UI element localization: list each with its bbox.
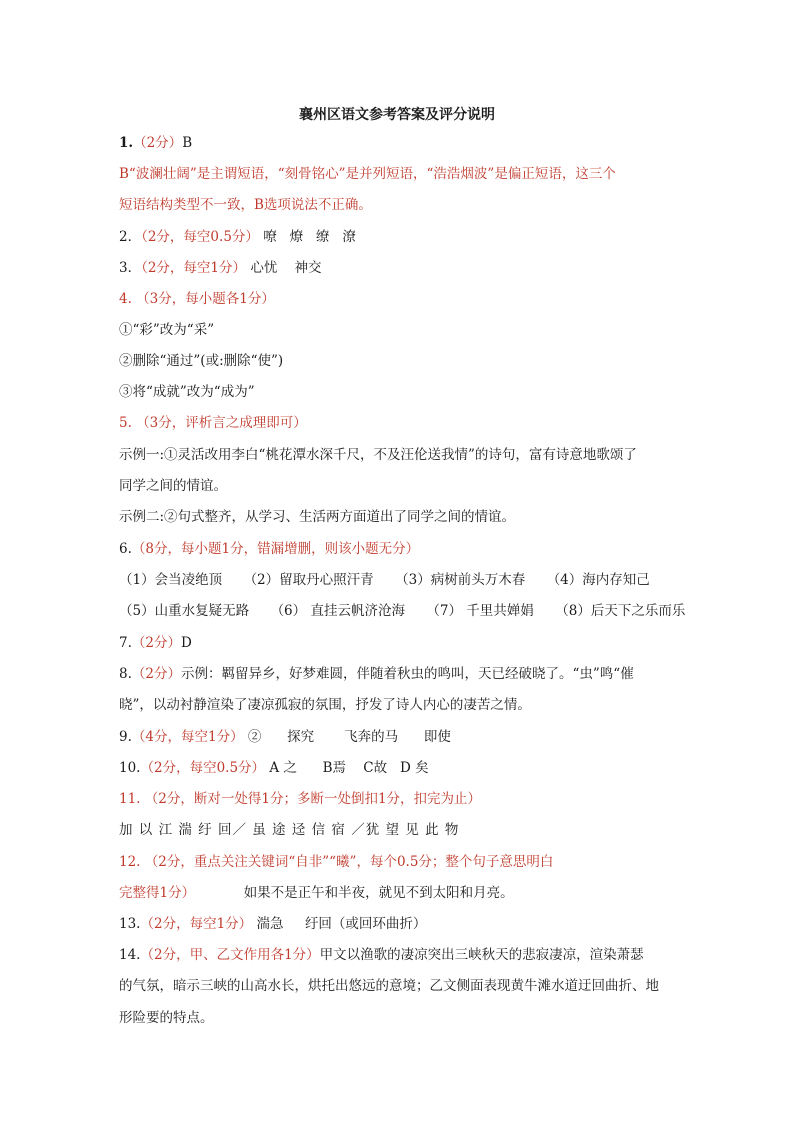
q6-item-5: （5）山重水复疑无路 xyxy=(119,603,250,619)
q13-answer-2: 纡回（或回环曲折） xyxy=(304,916,427,932)
q4-item-3: ③将“成就”改为“成为” xyxy=(119,384,255,400)
q8-line2: 晓”，以动衬静渲染了凄凉孤寂的氛围，抒发了诗人内心的凄苦之情。 xyxy=(119,697,531,713)
q7-number: 7. xyxy=(119,635,132,651)
q6-item-6: （6） 直挂云帆济沧海 xyxy=(270,603,405,619)
q3-number: 3． xyxy=(119,260,142,276)
q14-line1 xyxy=(119,946,644,964)
q9-line xyxy=(119,728,451,746)
q4-header: 4. （3分，每小题各1分） xyxy=(119,291,275,307)
q4-item-2: ②删除“通过”(或:删除“使”) xyxy=(119,353,284,369)
q7-line xyxy=(119,634,192,652)
q1-explain-line2 xyxy=(119,196,372,214)
q9-answer-4: 即使 xyxy=(423,729,451,745)
q13-score: （2分，每空1分） xyxy=(140,916,253,932)
q1-explain-line1: B“波澜壮阔”是主谓短语，“刻骨铭心”是并列短语，“浩浩烟波”是偏正短语，这三个 xyxy=(119,166,616,182)
q4-item-1: ①“彩”改为“采” xyxy=(119,322,215,338)
q5-header: 5. （3分，评析言之成理即可） xyxy=(119,415,307,431)
q6-header xyxy=(119,540,419,558)
q6-score: （8分，每小题1分，错漏增删，则该小题无分） xyxy=(131,541,420,557)
q14-text1: 甲文以渔歌的凄凉突出三峡秋天的悲寂凄凉，渲染萧瑟 xyxy=(319,947,644,963)
q2-answer-3: 缭 xyxy=(315,229,330,245)
q13-answer-1: 湍急 xyxy=(256,916,284,932)
q9-answer-2: 探究 xyxy=(287,729,315,745)
q1-number: 1. xyxy=(119,135,134,151)
q12-header: 12. （2分，重点关注关键词“自非”“曦”，每个0.5分；整个句子意思明白 xyxy=(119,854,554,870)
q9-number: 9. xyxy=(119,729,132,745)
q12-header2: 完整得1分） xyxy=(119,885,196,901)
q2-answer-4: 潦 xyxy=(342,229,356,245)
q5-example2: 示例二:②句式整齐，从学习、生活两方面道出了同学之间的情谊。 xyxy=(119,509,516,525)
q6-item-4: （4）海内存知己 xyxy=(546,572,650,588)
q10-answer-a: A 之 xyxy=(269,760,297,776)
q6-item-1: （1）会当凌绝顶 xyxy=(119,572,223,588)
q7-answer: D xyxy=(180,635,192,651)
q5-example1-line1: 示例一:①灵活改用李白“桃花潭水深千尺，不及汪伦送我情”的诗句，富有诗意地歌颂了 xyxy=(119,447,637,463)
q2-line xyxy=(119,228,356,246)
q6-item-8: （8）后天下之乐而乐 xyxy=(555,603,686,619)
q11-answer: 加 以 江 湍 纡 回／ 虽 途 迳 信 宿 ／犹 望 见 此 物 xyxy=(119,822,460,838)
q3-score: （2分，每空1分） xyxy=(141,260,247,276)
q8-score: （2分） xyxy=(131,666,181,682)
q14-line2: 的气氛，暗示三峡的山高水长，烘托出悠远的意境；乙文侧面表现黄牛滩水道迂回曲折、地 xyxy=(119,978,659,994)
q3-answer-2: 神交 xyxy=(294,260,322,276)
q1-line xyxy=(119,134,192,152)
q9-answer-1: ② xyxy=(247,729,262,745)
q12-answer: 如果不是正午和半夜，就见不到太阳和月亮。 xyxy=(243,885,514,901)
q1-answer: B xyxy=(182,135,193,151)
q6-item-2: （2）留取丹心照汗青 xyxy=(243,572,374,588)
q13-line xyxy=(119,915,426,933)
q10-line xyxy=(119,759,429,777)
q6-item-7: （7） 千里共婵娟 xyxy=(426,603,534,619)
q10-score: （2分，每空0.5分） xyxy=(140,760,266,776)
q2-number: 2． xyxy=(119,229,142,245)
q10-number: 10. xyxy=(119,760,141,776)
q10-answer-c: C故 xyxy=(363,760,388,776)
q6-row-2 xyxy=(119,602,685,620)
q3-line xyxy=(119,259,322,277)
q11-header: 11. （2分，断对一处得1分；多断一处倒扣1分，扣完为止） xyxy=(119,791,482,807)
q10-answer-d: D 矣 xyxy=(399,760,429,776)
q8-text1: 示例：羁留异乡，好梦难圆，伴随着秋虫的鸣叫，天已经破晓了。“虫”鸣“催 xyxy=(180,666,634,682)
q6-row-1 xyxy=(119,571,650,589)
q8-line1 xyxy=(119,665,634,683)
q14-number: 14. xyxy=(119,947,141,963)
q1-explain-text2: 短语结构类型不一致，B选项说法不正确。 xyxy=(119,197,372,213)
q1-score: （2分） xyxy=(133,135,183,151)
q7-score: （2分） xyxy=(131,635,181,651)
q14-line3: 形险要的特点。 xyxy=(119,1010,214,1026)
q9-score: （4分，每空1分） xyxy=(131,729,244,745)
q3-answer-1: 心忧 xyxy=(250,260,278,276)
q14-score: （2分，甲、乙文作用各1分） xyxy=(140,947,320,963)
q5-example1-line2: 同学之间的情谊。 xyxy=(119,478,227,494)
q10-answer-b: B焉 xyxy=(322,760,347,776)
q12-line2 xyxy=(119,884,514,902)
q9-answer-3: 飞奔的马 xyxy=(344,729,399,745)
document-title: 襄州区语文参考答案及评分说明 xyxy=(299,107,495,123)
q6-item-3: （3）病树前头万木春 xyxy=(395,572,526,588)
q2-answer-2: 燎 xyxy=(289,229,304,245)
q2-score: （2分，每空0.5分） xyxy=(141,229,259,245)
q13-number: 13. xyxy=(119,916,141,932)
q2-answer-1: 嘹 xyxy=(263,229,277,245)
q8-number: 8. xyxy=(119,666,132,682)
q6-number: 6. xyxy=(119,541,132,557)
